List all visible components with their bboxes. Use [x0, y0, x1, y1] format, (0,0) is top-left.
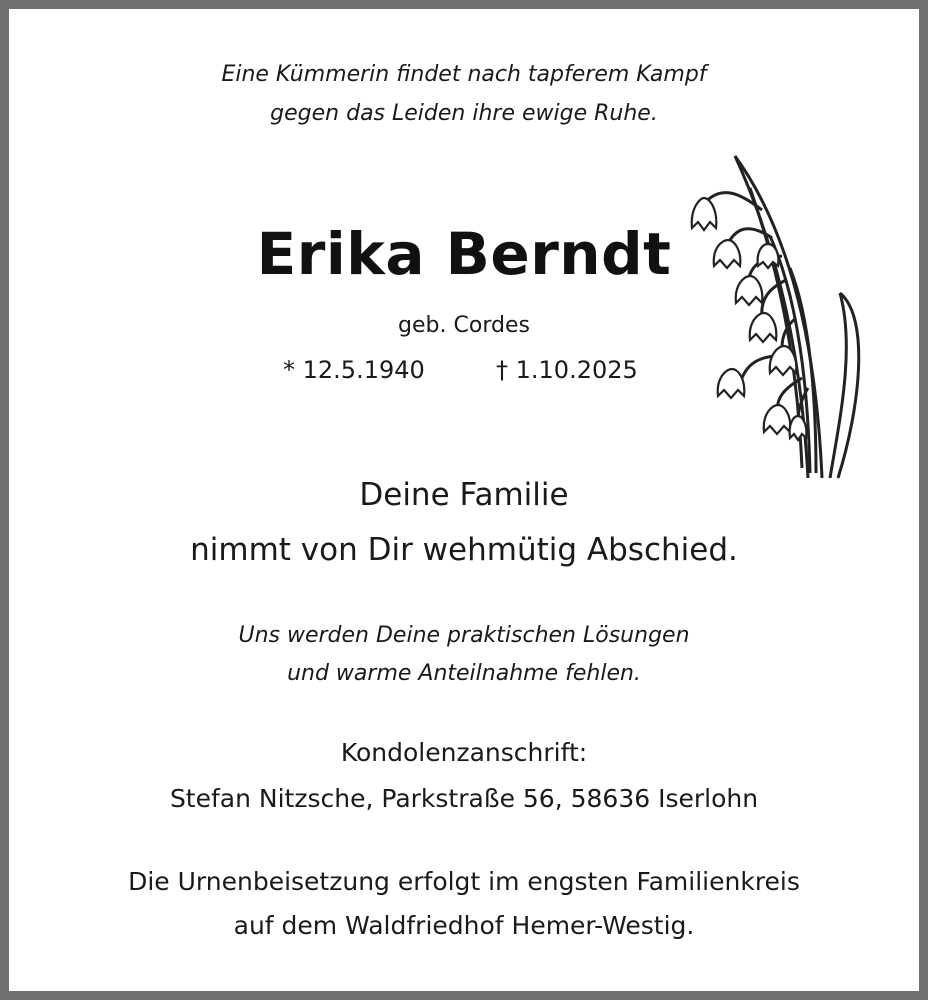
condolence-label: Kondolenzanschrift: — [340, 738, 588, 767]
family-line-1: Deine Familie — [359, 477, 569, 513]
quote-line-1: Eine Kümmerin findet nach tapferem Kampf — [221, 62, 707, 87]
tribute-line-1: Uns werden Deine praktischen Lösungen — [238, 623, 690, 648]
family-line-2: nimmt von Dir wehmütig Abschied. — [190, 532, 738, 568]
tribute-line-2: und warme Anteilnahme fehlen. — [287, 661, 641, 686]
condolence-address: Stefan Nitzsche, Parkstraße 56, 58636 Iserlohn — [169, 784, 759, 813]
birth-name: geb. Cordes — [398, 313, 530, 338]
lily-of-the-valley-icon — [690, 148, 880, 488]
deceased-name: Erika Berndt — [256, 220, 672, 288]
burial-line-1: Die Urnenbeisetzung erfolgt im engsten Familienkreis — [128, 867, 800, 896]
quote-line-2: gegen das Leiden ihre ewige Ruhe. — [270, 101, 658, 126]
death-date: † 1.10.2025 — [496, 356, 638, 384]
birth-date: * 12.5.1940 — [283, 356, 425, 384]
burial-line-2: auf dem Waldfriedhof Hemer-Westig. — [233, 911, 695, 940]
